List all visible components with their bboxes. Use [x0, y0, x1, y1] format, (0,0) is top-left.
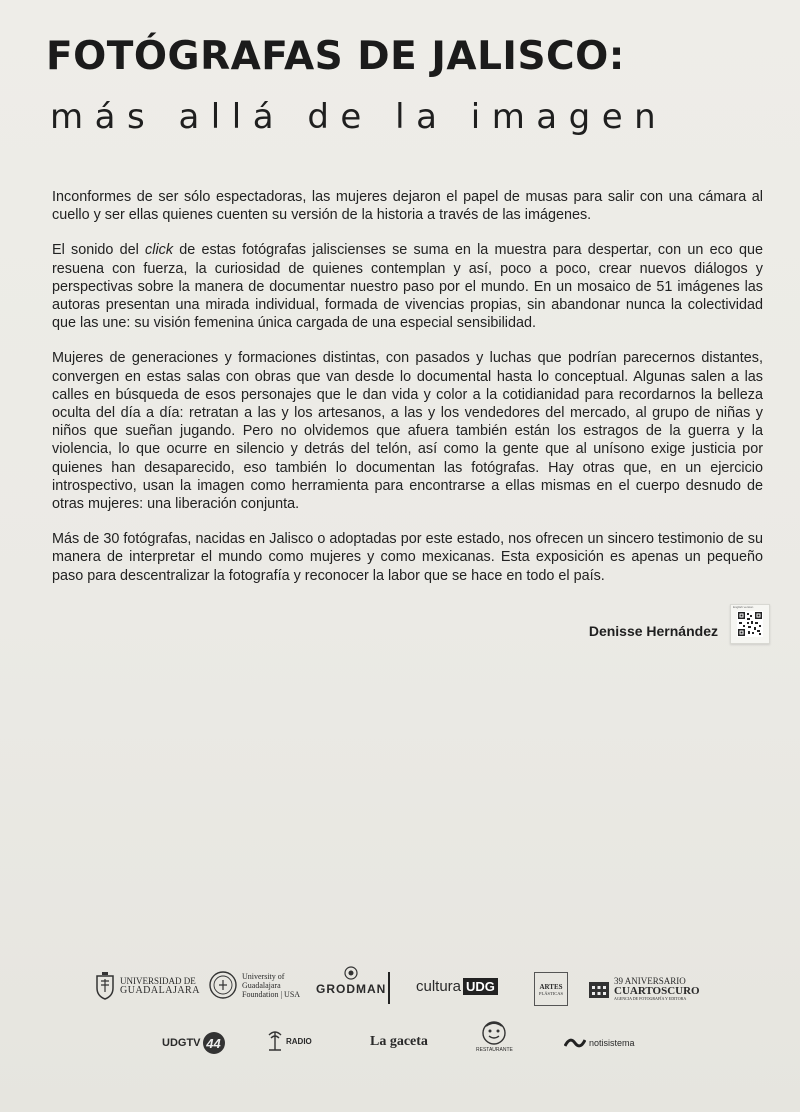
- cuartoscuro-line-1: 39 ANIVERSARIO: [614, 976, 686, 986]
- foundation-line-1: University of: [242, 971, 285, 981]
- artes-line-1: ARTES: [539, 982, 563, 991]
- artes-line-2: PLÁSTICAS: [538, 990, 563, 996]
- cultura-udg-badge: UDG: [463, 978, 498, 995]
- logo-grodman: [316, 966, 386, 996]
- paragraph-2-end: de estas fotógrafas jaliscienses se suma en la muestra para despertar, con un eco que resuena con fuerza, la curiosidad de quienes contemplan y así, poco a poco, crear nuevos diálogos y perspectivas sobre la manera de documentar nuestro paso por el mundo. En un mosaico de 51 imágenes las autoras presentan una mirada individual, formada de vivencias propias, sin abandonar nunca la colectividad que las une: su visión femenina única cargada de una especial sensibilidad.: [52, 242, 763, 332]
- notisistema-name: notisistema: [589, 1038, 635, 1048]
- author-name: Denisse Hernández: [588, 623, 718, 639]
- sponsor-logos-row-1: [94, 968, 714, 1010]
- exhibit-title: FOTÓGRAFAS DE JALISCO:: [46, 34, 625, 79]
- logo-udgtv: [162, 1032, 225, 1054]
- cuartoscuro-line-2: CUARTOSCURO: [614, 985, 700, 997]
- paragraph-2: [52, 241, 763, 332]
- exhibit-text: [52, 188, 763, 602]
- udg-crest-icon: [94, 972, 116, 1000]
- grodman-emblem-icon: [344, 966, 358, 980]
- radio-name: RADIO: [286, 1036, 312, 1046]
- notisistema-wave-icon: [564, 1036, 586, 1050]
- udg-line-1: UNIVERSIDAD DE: [120, 976, 196, 986]
- radio-antenna-icon: [266, 1030, 284, 1052]
- exhibit-subtitle: más allá de la imagen: [50, 97, 668, 137]
- paragraph-4: Más de 30 fotógrafas, nacidas en Jalisco o adoptadas por este estado, nos ofrecen un sincero testimonio de su manera de interpretar el mundo como mujeres y como mexicanas. Esta exposición es apenas un pequeño paso para descentralizar la fotografía y reconocer la labor que se hace en todo el país.: [52, 531, 763, 584]
- qr-caption: English version: [733, 605, 754, 609]
- foundation-line-3: Foundation | USA: [242, 989, 301, 999]
- logo-foundation: [208, 970, 300, 1000]
- logo-gaceta: [370, 1034, 428, 1050]
- grodman-name: GRODMAN: [316, 982, 387, 996]
- paragraph-2-start: El sonido del: [52, 242, 146, 259]
- restaurant-face-icon: [481, 1020, 507, 1046]
- logo-cuartoscuro: [588, 976, 700, 1001]
- restaurant-name: RESTAURANTE: [476, 1047, 513, 1053]
- udg-line-2: GUADALAJARA: [120, 985, 200, 996]
- udgtv-name: UDGTV: [162, 1037, 201, 1049]
- logo-notisistema: [564, 1036, 635, 1050]
- logo-artes: [534, 972, 568, 1006]
- author-row: [500, 604, 770, 644]
- foundation-line-2: Guadalajara: [242, 980, 281, 990]
- logo-divider: [388, 972, 390, 1004]
- gaceta-name: La gaceta: [370, 1034, 428, 1049]
- cuartoscuro-building-icon: [588, 978, 610, 1000]
- paragraph-1: Inconformes de ser sólo espectadoras, las mujeres dejaron el papel de musas para salir con una cámara al cuello y ser ellas quienes cuenten su versión de la historia a través de las imágenes.: [52, 189, 763, 224]
- logo-udg: [94, 972, 200, 1000]
- cuartoscuro-line-3: AGENCIA DE FOTOGRAFÍA Y EDITORA: [614, 996, 687, 1001]
- cultura-text: cultura: [416, 978, 462, 995]
- qr-card[interactable]: [730, 604, 770, 644]
- paragraph-3: Mujeres de generaciones y formaciones distintas, con pasados y luchas que podrían parecernos distantes, convergen en estas salas con obras que van desde lo documental hasta lo conceptual. Algunas salen a las calles en búsqueda de esos personajes que le dan vida y color a la cotidianidad para recordarnos la belleza oculta del día a día: retratan a las y los artesanos, a las y los vendedores del mercado, al grupo de niñas y niños que sueñan jugando. Pero no olvidemos que afuera también están los estragos de la guerra y la violencia, lo que ocurre en silencio y detrás del telón, así como la gente que al unísono exige justicia por quienes han desaparecido, eso también lo documentan las fotógrafas. Hay otras que, en un ejercicio introspectivo, usan la imagen como herramienta para encontrarse a ellas mismas en el cuerpo desnudo de otras mujeres: una liberación conjunta.: [52, 350, 763, 513]
- udgtv-number: 44: [203, 1032, 225, 1054]
- logo-radio: [266, 1030, 312, 1052]
- foundation-seal-icon: [208, 970, 238, 1000]
- logo-restaurant: [476, 1020, 513, 1053]
- paragraph-2-emphasis: click: [145, 242, 174, 259]
- qr-code-icon: [737, 611, 763, 637]
- sponsor-logos-row-2: [156, 1024, 646, 1066]
- logo-cultura-udg: [416, 978, 498, 995]
